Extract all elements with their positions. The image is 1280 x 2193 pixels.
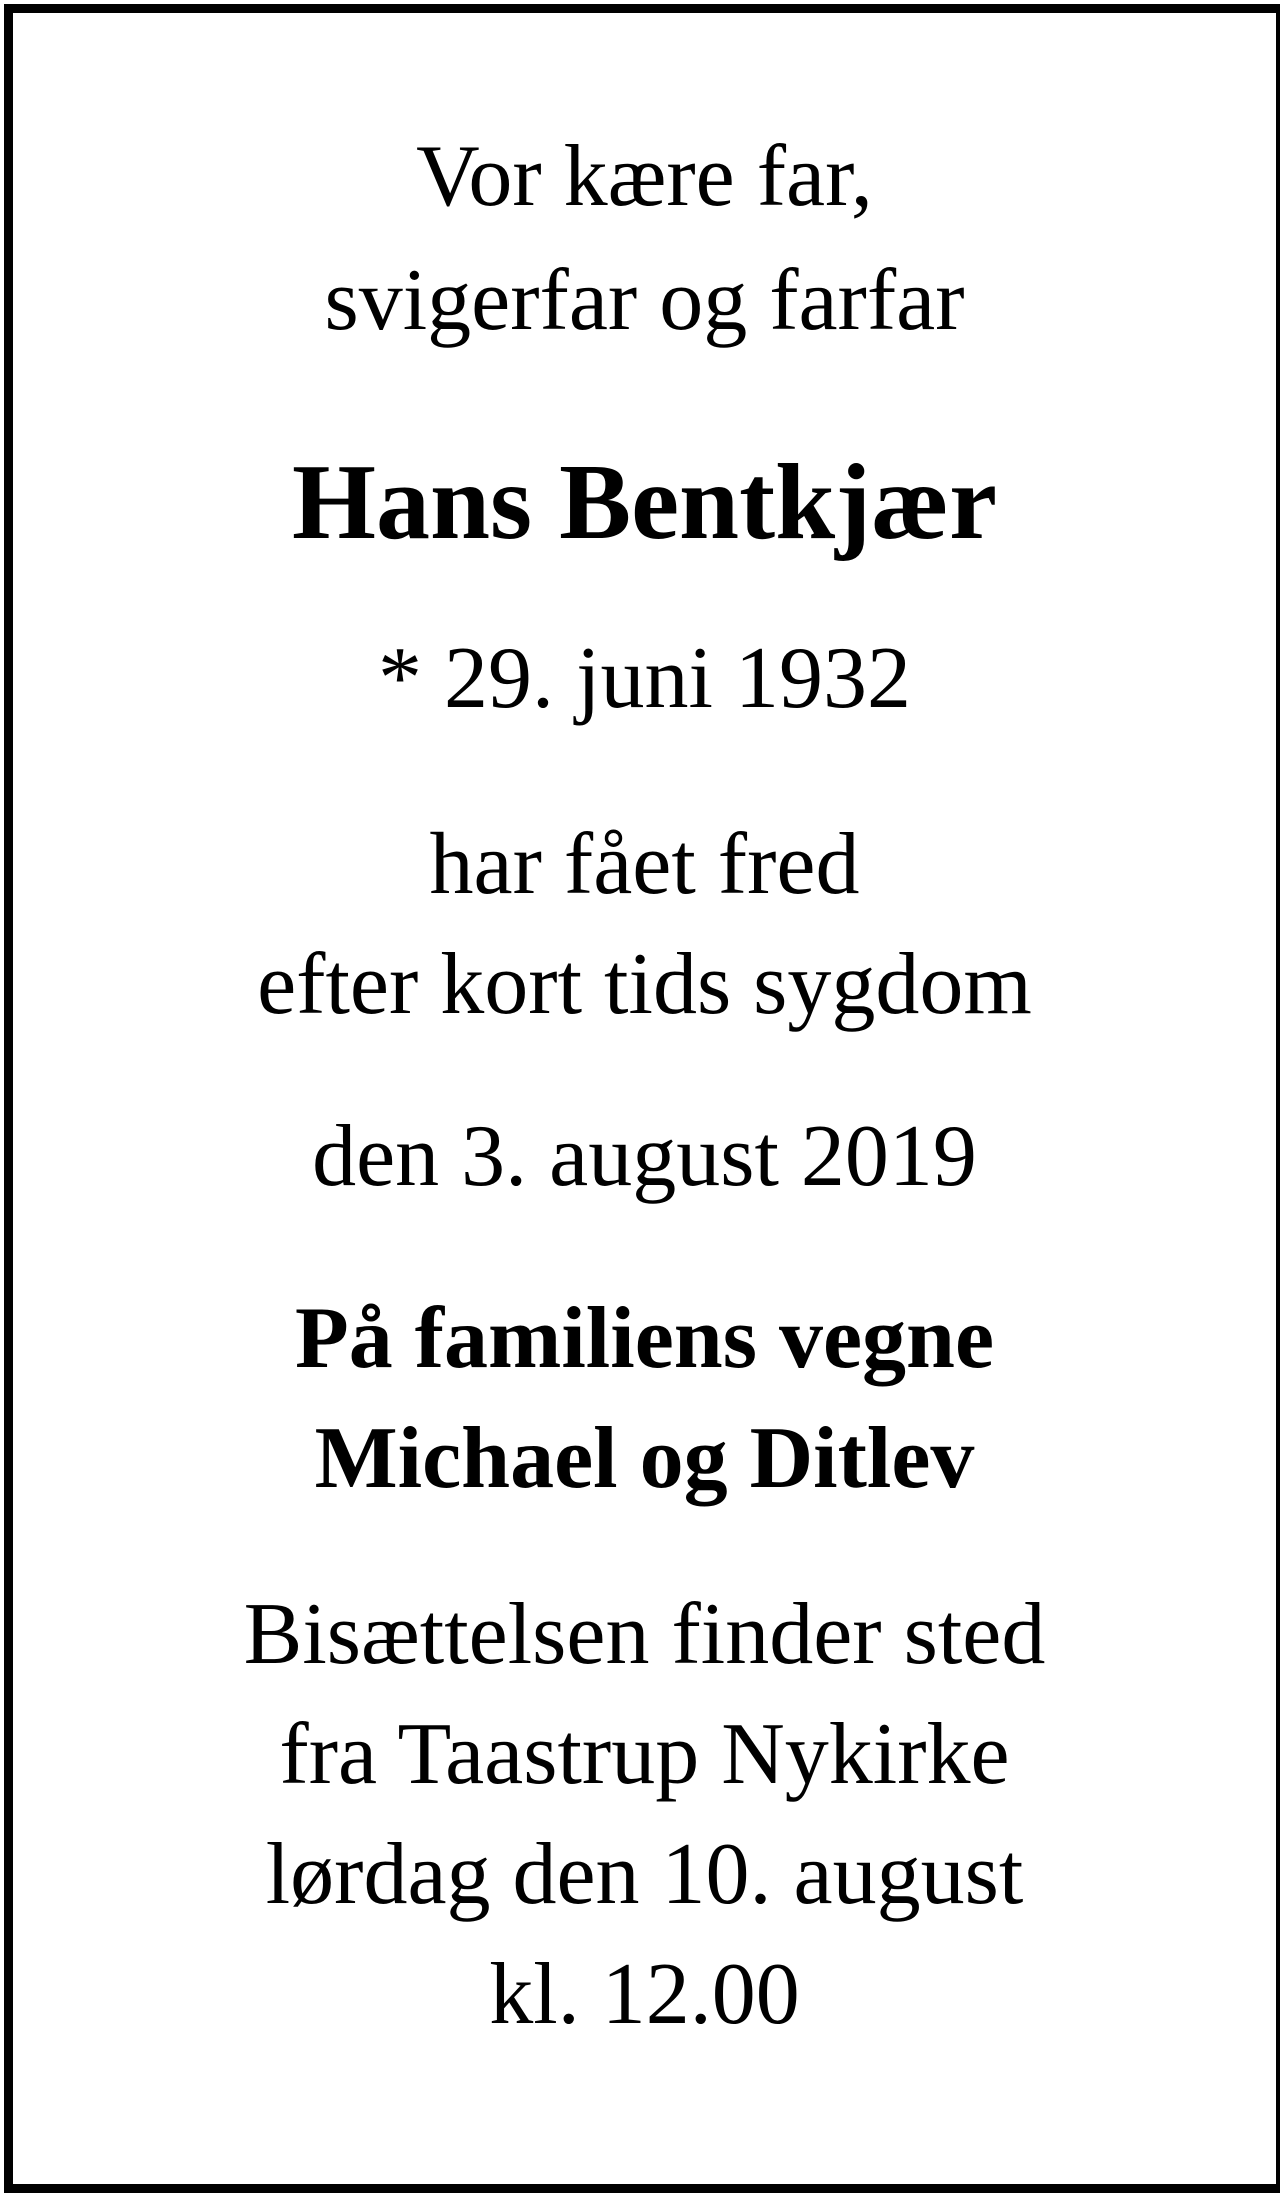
message-line-2: efter kort tids sygdom (257, 936, 1032, 1033)
funeral-time: kl. 12.00 (489, 1946, 800, 2043)
birth-date: * 29. juni 1932 (378, 630, 911, 727)
signature-line-2: Michael og Ditlev (314, 1410, 975, 1507)
message-line-1: har fået fred (429, 816, 860, 913)
funeral-line-1: Bisættelsen finder sted (243, 1586, 1046, 1683)
intro-line-2: svigerfar og farfar (324, 252, 965, 349)
death-date: den 3. august 2019 (312, 1108, 977, 1205)
signature-line-1: På familiens vegne (294, 1290, 994, 1387)
intro-line-1: Vor kære far, (416, 128, 873, 225)
funeral-line-3: lørdag den 10. august (265, 1826, 1024, 1923)
obituary-notice (4, 4, 1280, 2193)
funeral-line-2: fra Taastrup Nykirke (279, 1706, 1010, 1803)
deceased-name: Hans Bentkjær (291, 443, 998, 562)
